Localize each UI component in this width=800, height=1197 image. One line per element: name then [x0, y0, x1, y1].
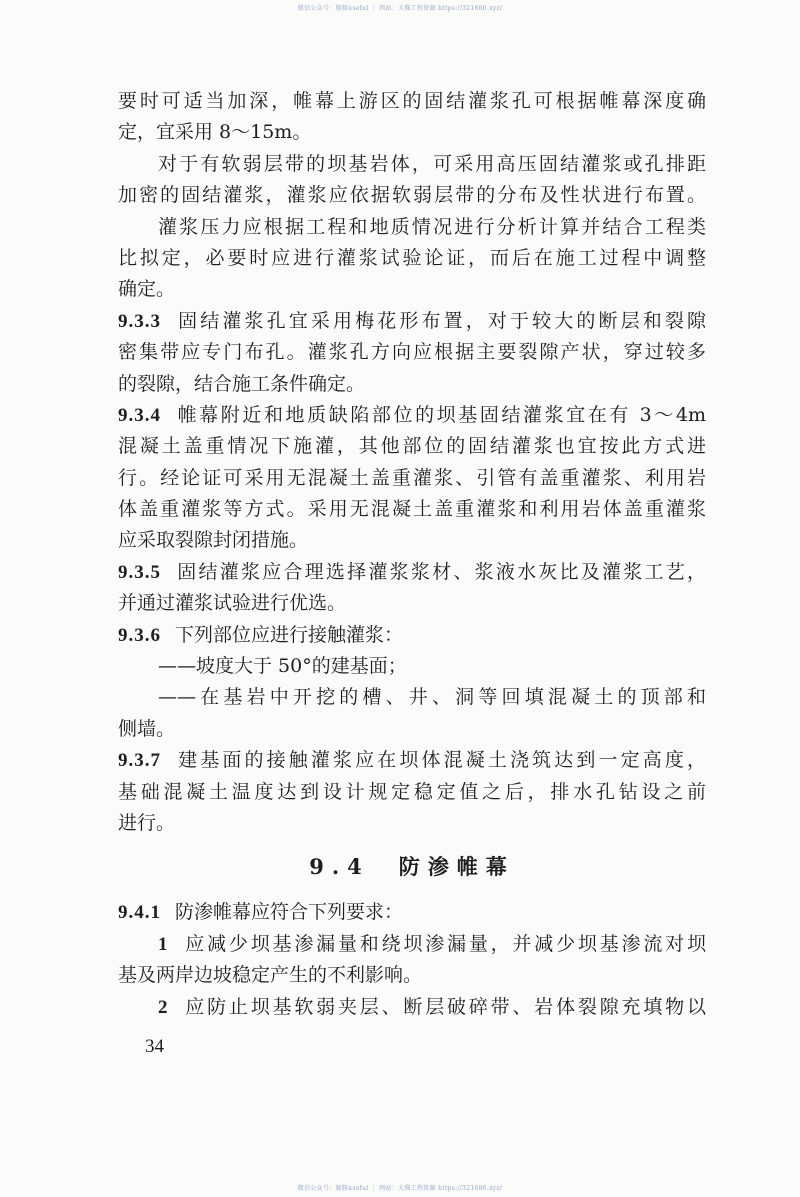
- text-line: 并通过灌浆试验进行优选。: [118, 592, 347, 615]
- text-line: 对于有软弱层带的坝基岩体，可采用高压固结灌浆或孔排距: [158, 152, 706, 175]
- clause-9-3-7: [118, 745, 706, 776]
- watermark-bottom: 微信公众号：豚豚useful ｜ 网站：大猫工程资源 https://321686.xyz/: [297, 1185, 503, 1192]
- text-line: 要时可适当加深，帷幕上游区的固结灌浆孔可根据帷幕深度确: [118, 90, 706, 112]
- text-line: 确定。: [118, 278, 176, 301]
- text-line: ——在基岩中开挖的槽、井、洞等回填混凝土的顶部和: [158, 686, 706, 709]
- text-line: 混凝土盖重情况下施灌，其他部位的固结灌浆也宜按此方式进: [118, 435, 706, 458]
- text-line: 体盖重灌浆等方式。采用无混凝土盖重灌浆和利用岩体盖重灌浆: [118, 498, 706, 521]
- item-number: 2: [158, 996, 169, 1018]
- text-line: 固结灌浆应合理选择灌浆浆材、浆液水灰比及灌浆工艺，: [175, 560, 706, 583]
- text-line: ——坡度大于 50°的建基面；: [158, 655, 407, 678]
- item-number: 1: [158, 933, 169, 955]
- text-line: 基及两岸边坡稳定产生的不利影响。: [118, 964, 423, 987]
- item-1: [118, 929, 706, 960]
- clause-number: 9.3.3: [118, 310, 161, 332]
- clause-9-3-3: [118, 306, 706, 337]
- text-line: 定，宜采用 8～15m。: [118, 121, 312, 144]
- text-line: 应防止坝基软弱夹层、断层破碎带、岩体裂隙充填物以: [182, 995, 706, 1018]
- text-line: 建基面的接触灌浆应在坝体混凝土浇筑达到一定高度，: [175, 749, 706, 772]
- clause-number: 9.3.7: [118, 750, 161, 772]
- text-line: 进行。: [118, 811, 176, 834]
- clause-9-3-5: [118, 557, 706, 588]
- item-2: [118, 992, 706, 1023]
- text-line: 行。经论证可采用无混凝土盖重灌浆、引管有盖重灌浆、利用岩: [118, 466, 706, 489]
- clause-number: 9.4.1: [118, 902, 161, 924]
- section-heading: 9.4 防渗帷幕: [309, 854, 515, 880]
- text-line: 应减少坝基渗漏量和绕坝渗漏量，并减少坝基渗流对坝: [182, 932, 706, 955]
- text-line: 下列部位应进行接触灌浆：: [175, 623, 404, 646]
- watermark-top: 微信公众号：豚豚useful ｜ 网站：大猫工程资源 https://321686.xyz/: [297, 5, 503, 12]
- text-line: 密集带应专门布孔。灌浆孔方向应根据主要裂隙产状，穿过较多: [118, 341, 706, 364]
- text-line: 防渗帷幕应符合下列要求：: [175, 901, 404, 924]
- text-line: 比拟定，必要时应进行灌浆试验论证，而后在施工过程中调整: [118, 246, 706, 269]
- text-line: 加密的固结灌浆，灌浆应依据软弱层带的分布及性状进行布置。: [118, 184, 706, 207]
- text-line: 灌浆压力应根据工程和地质情况进行分析计算并结合工程类: [158, 215, 706, 238]
- text-line: 侧墙。: [118, 717, 176, 740]
- clause-number: 9.3.5: [118, 561, 161, 583]
- clause-9-4-1: [118, 897, 706, 928]
- clause-number: 9.3.4: [118, 404, 161, 426]
- text-line: 基础混凝土温度达到设计规定稳定值之后，排水孔钻设之前: [118, 780, 706, 803]
- text-line: 帷幕附近和地质缺陷部位的坝基固结灌浆宜在有 3～4m: [175, 403, 706, 426]
- page-number: 34: [145, 1036, 164, 1057]
- text-line: 的裂隙，结合施工条件确定。: [118, 372, 366, 395]
- clause-number: 9.3.6: [118, 624, 161, 646]
- text-line: 应采取裂隙封闭措施。: [118, 529, 309, 552]
- document-body: [118, 86, 706, 1023]
- text-line: 固结灌浆孔宜采用梅花形布置，对于较大的断层和裂隙: [175, 309, 706, 332]
- clause-9-3-6: [118, 620, 706, 651]
- clause-9-3-4: [118, 400, 706, 431]
